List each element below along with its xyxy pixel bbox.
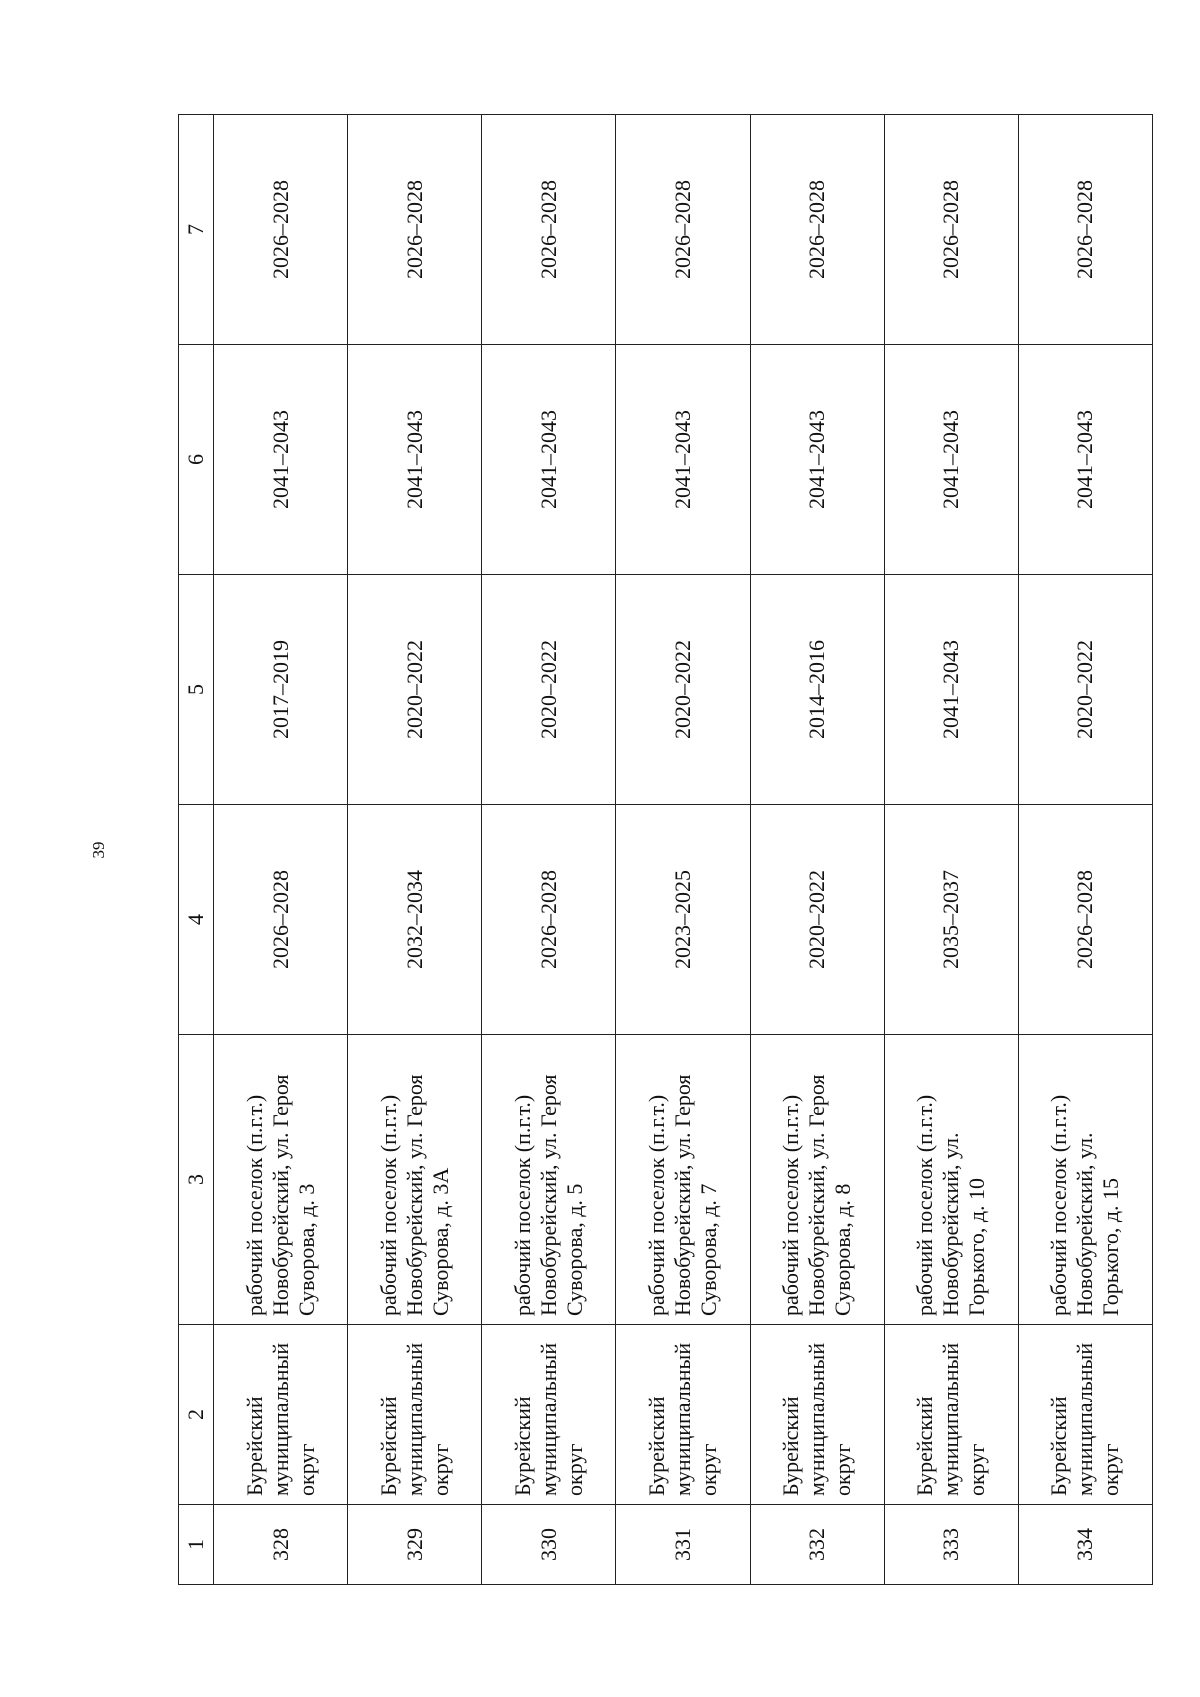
header-col-5: 5: [179, 575, 214, 805]
cell-col5: 2041–2043: [884, 575, 1018, 805]
cell-number: 330: [482, 1505, 616, 1585]
table-row: [884, 115, 1018, 1585]
cell-number: 333: [884, 1505, 1018, 1585]
cell-col7: 2026–2028: [884, 115, 1018, 345]
table-header-row: [179, 115, 214, 1585]
header-col-3: 3: [179, 1035, 214, 1325]
cell-col4: 2032–2034: [348, 805, 482, 1035]
cell-col7: 2026–2028: [348, 115, 482, 345]
header-col-7: 7: [179, 115, 214, 345]
cell-address: рабочий поселок (п.г.т.) Новобурейский, ул. Героя Суворова, д. 3: [214, 1035, 348, 1325]
cell-col6: 2041–2043: [214, 345, 348, 575]
cell-col4: 2026–2028: [1018, 805, 1152, 1035]
rotated-table-frame: [178, 115, 1153, 1585]
header-col-1: 1: [179, 1505, 214, 1585]
cell-district: Бурейский муниципальный округ: [750, 1325, 884, 1505]
cell-number: 334: [1018, 1505, 1152, 1585]
schedule-table: [178, 114, 1153, 1585]
table-row: [616, 115, 750, 1585]
cell-col7: 2026–2028: [214, 115, 348, 345]
cell-address: рабочий поселок (п.г.т.) Новобурейский, ул. Героя Суворова, д. 5: [482, 1035, 616, 1325]
header-col-6: 6: [179, 345, 214, 575]
cell-number: 329: [348, 1505, 482, 1585]
cell-col5: 2020–2022: [1018, 575, 1152, 805]
table-row: [750, 115, 884, 1585]
cell-col5: 2020–2022: [348, 575, 482, 805]
cell-address: рабочий поселок (п.г.т.) Новобурейский, ул. Героя Суворова, д. 3А: [348, 1035, 482, 1325]
table-row: [482, 115, 616, 1585]
cell-col7: 2026–2028: [616, 115, 750, 345]
cell-district: Бурейский муниципальный округ: [348, 1325, 482, 1505]
cell-col7: 2026–2028: [482, 115, 616, 345]
cell-number: 331: [616, 1505, 750, 1585]
cell-address: рабочий поселок (п.г.т.) Новобурейский, ул. Горького, д. 10: [884, 1035, 1018, 1325]
cell-district: Бурейский муниципальный округ: [214, 1325, 348, 1505]
cell-address: рабочий поселок (п.г.т.) Новобурейский, ул. Героя Суворова, д. 8: [750, 1035, 884, 1325]
cell-col6: 2041–2043: [482, 345, 616, 575]
cell-district: Бурейский муниципальный округ: [1018, 1325, 1152, 1505]
cell-number: 328: [214, 1505, 348, 1585]
cell-col5: 2014–2016: [750, 575, 884, 805]
cell-col4: 2020–2022: [750, 805, 884, 1035]
table-container: [178, 115, 1153, 1585]
cell-col6: 2041–2043: [616, 345, 750, 575]
cell-col6: 2041–2043: [884, 345, 1018, 575]
cell-col5: 2020–2022: [616, 575, 750, 805]
cell-col7: 2026–2028: [1018, 115, 1152, 345]
table-row: [1018, 115, 1152, 1585]
cell-district: Бурейский муниципальный округ: [482, 1325, 616, 1505]
cell-address: рабочий поселок (п.г.т.) Новобурейский, ул. Горького, д. 15: [1018, 1035, 1152, 1325]
cell-district: Бурейский муниципальный округ: [884, 1325, 1018, 1505]
header-col-2: 2: [179, 1325, 214, 1505]
cell-col5: 2017–2019: [214, 575, 348, 805]
cell-col6: 2041–2043: [1018, 345, 1152, 575]
page-number: 39: [89, 841, 108, 859]
cell-col4: 2023–2025: [616, 805, 750, 1035]
cell-col4: 2035–2037: [884, 805, 1018, 1035]
cell-number: 332: [750, 1505, 884, 1585]
header-col-4: 4: [179, 805, 214, 1035]
cell-col6: 2041–2043: [750, 345, 884, 575]
cell-col4: 2026–2028: [214, 805, 348, 1035]
cell-col7: 2026–2028: [750, 115, 884, 345]
cell-col5: 2020–2022: [482, 575, 616, 805]
cell-col6: 2041–2043: [348, 345, 482, 575]
cell-address: рабочий поселок (п.г.т.) Новобурейский, ул. Героя Суворова, д. 7: [616, 1035, 750, 1325]
table-row: [348, 115, 482, 1585]
cell-district: Бурейский муниципальный округ: [616, 1325, 750, 1505]
table-row: [214, 115, 348, 1585]
cell-col4: 2026–2028: [482, 805, 616, 1035]
